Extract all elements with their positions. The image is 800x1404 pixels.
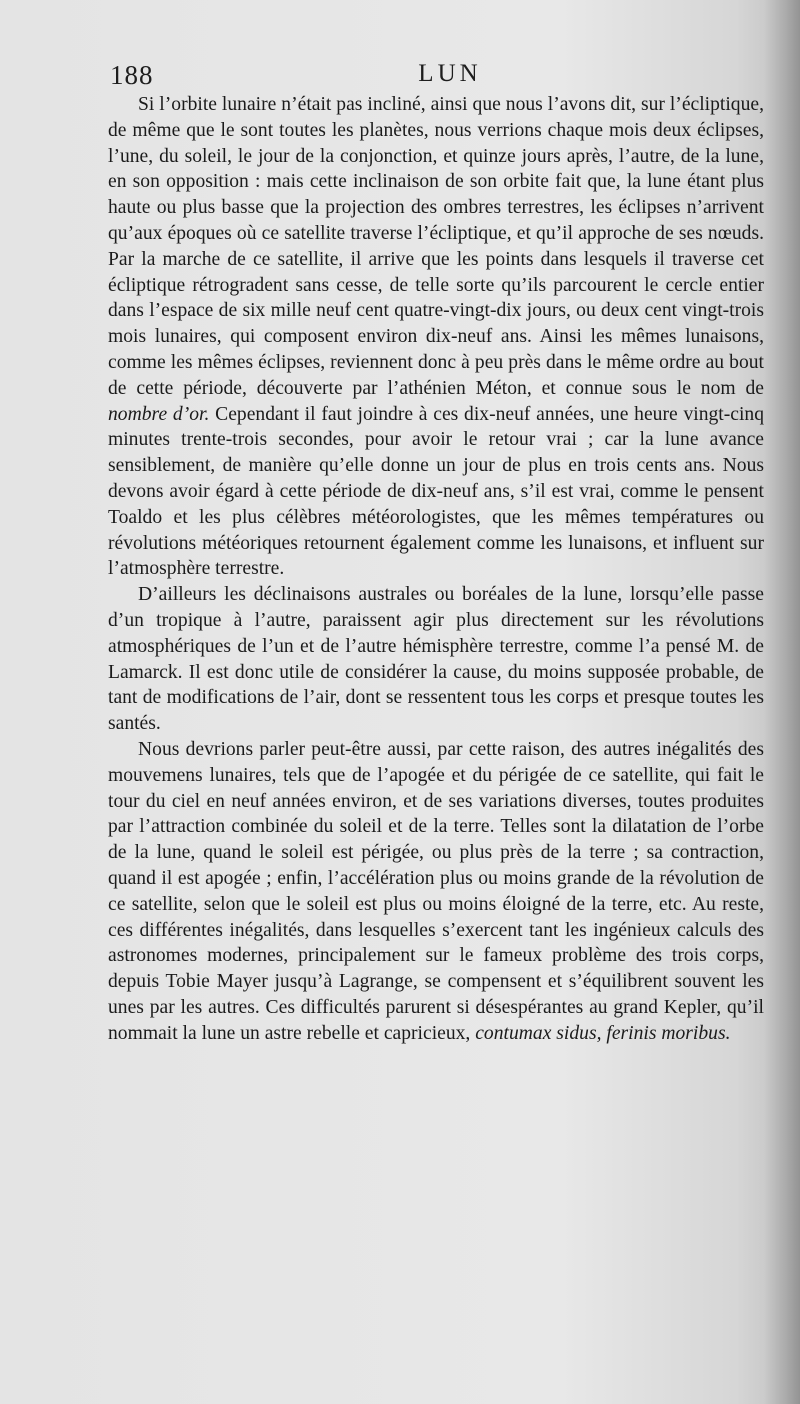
paragraph-italic-text: nombre d’or. [108,403,210,425]
paragraph-1 [108,92,764,582]
paragraph-italic-text: contumax sidus, ferinis moribus. [475,1022,731,1044]
page-number: 188 [110,60,154,90]
paragraph-text: D’ailleurs les déclinaisons australes ou boréales de la lune, lorsqu’elle passe d’un tropique à l’autre, paraissent agir plus directement sur les révolutions atmosphériques de l’un et de l’autre hémisphère terrestre, comme l’a pensé M. de Lamarck. Il est donc utile de considérer la cause, du moins supposée probable, de tant de modifications de l’air, dont se ressentent tous les corps et presque toutes les santés. [108,584,764,735]
paragraph-text: Nous devrions parler peut-être aussi, par cette raison, des autres inégalités des mouvemens lunaires, tels que de l’apogée et du périgée de ce satellite, qui fait le tour du ciel en neuf années environ, et de ses variations diverses, toutes produites par l’attraction combinée du soleil et de la terre. Telles sont la dilatation de l’orbe de la lune, quand le soleil est périgée, ou plus près de la terre ; sa contraction, quand il est apogée ; enfin, l’accélération plus ou moins grande de la révolution de ce satellite, selon que le soleil est plus ou moins éloigné de la terre, etc. Au reste, ces différentes inégalités, dans lesquelles s’exercent tant les ingénieux calculs des astronomes modernes, principalement sur le fameux problème des trois corps, depuis Tobie Mayer jusqu’à Lagrange, se compensent et s’équilibrent souvent les unes par les autres. Ces difficultés parurent si désespérantes au grand Kepler, qu’il nommait la lune un astre rebelle et capricieux, [108,738,764,1044]
paragraph-3 [108,737,764,1047]
page-edge-shadow [764,0,800,1404]
running-head: LUN [418,60,482,87]
paragraph-text: Cependant il faut joindre à ces dix-neuf années, une heure vingt-cinq minutes trente-trois secondes, pour avoir le retour vrai ; car la lune avance sensiblement, de manière qu’elle donne un jour de plus en trois cents ans. Nous devons avoir égard à cette période de dix-neuf ans, s’il est vrai, comme le pensent Toaldo et les plus célèbres météorologistes, que les mêmes températures ou révolutions météoriques retournent également comme les lunaisons, et influent sur l’atmosphère terrestre. [108,403,764,580]
paragraph-2 [108,582,764,737]
paragraph-text: Si l’orbite lunaire n’était pas incliné, ainsi que nous l’avons dit, sur l’écliptique, de même que le sont toutes les planètes, nous verrions chaque mois deux éclipses, l’une, du soleil, le jour de la conjonction, et quinze jours après, l’autre, de la lune, en son opposition : mais cette inclinaison de son orbite fait que, la lune étant plus haute ou plus basse que la projection des ombres terrestres, les éclipses n’arrivent qu’aux époques où ce satellite traverse l’écliptique, et qu’il approche de ses nœuds. Par la marche de ce satellite, il arrive que les points dans lesquels il traverse cet écliptique rétrogradent sans cesse, de telle sorte qu’ils parcourent le cercle entier dans l’espace de six mille neuf cent quatre-vingt-dix jours, ou deux cent vingt-trois mois lunaires, qui composent environ dix-neuf ans. Ainsi les mêmes lunaisons, comme les mêmes éclipses, reviennent donc à peu près dans le même ordre au bout de cette période, découverte par l’athénien Méton, et connue sous le nom de [108,94,764,399]
body-text [108,92,764,1046]
page-header [110,60,760,94]
